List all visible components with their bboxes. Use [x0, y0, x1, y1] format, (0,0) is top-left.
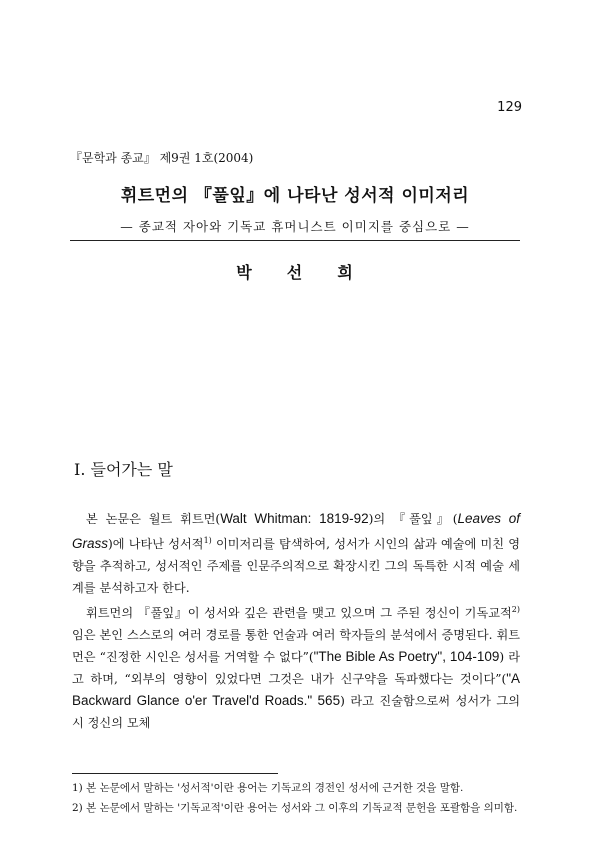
text-run: ) 라고 하며, “외부의 영향이 있었다면 그것은 내가 신구약을 독파했다는 것이다”( — [72, 650, 520, 687]
footnotes — [72, 778, 520, 818]
author-name — [70, 260, 520, 283]
text-run: 이미저리를 탐색하여, 성서가 시인의 삶과 예술에 미친 영향을 추적하고, 성서적인 주제를 인문주의적으로 확장시킨 그의 독특한 시적 예술 세계를 분석하고자 한다. — [72, 537, 520, 596]
paragraph-2 — [72, 599, 520, 734]
body-text — [72, 508, 520, 734]
journal-info: 『문학과 종교』 제9권 1호(2004) — [70, 151, 254, 165]
footnote-divider — [72, 773, 278, 774]
section-heading: I. 들어가는 말 — [74, 460, 173, 479]
text-run: 임은 본인 스스로의 여러 경로를 통한 언술과 여러 학자들의 분석에서 증명된다. 휘트먼은 “진정한 시인은 성서를 거역할 수 없다”( — [72, 628, 520, 665]
author-char: 박 — [236, 263, 253, 282]
page-number: 129 — [497, 100, 522, 115]
text-run: )의 『풀잎』( — [368, 512, 458, 526]
text-run: Walt Whitman: 1819-92 — [220, 511, 369, 526]
text-run: )에 나타난 성서적 — [108, 537, 204, 552]
footnote-2: 2) 본 논문에서 말하는 '기독교적'이란 용어는 성서와 그 이후의 기독교적 문헌을 포괄함을 의미함. — [72, 802, 518, 814]
citation: "A Backward Glance o'er Travel'd Roads." 565 — [72, 671, 520, 709]
citation: "The Bible As Poetry", 104-109 — [313, 649, 500, 665]
paragraph-1 — [72, 508, 520, 599]
footnote-1: 1) 본 논문에서 말하는 '성서적'이란 용어는 기독교의 경전인 성서에 근거한 것을 말함. — [72, 782, 464, 794]
title-block — [70, 181, 520, 235]
text-run: 휘트먼의 『풀잎』이 성서와 깊은 관련을 맺고 있으며 그 주된 정신이 기독교적 — [86, 606, 512, 621]
paper-subtitle: — 종교적 자아와 기독교 휴머니스트 이미지를 중심으로 — — [120, 219, 470, 234]
footnote-ref-1[interactable]: 1) — [203, 536, 212, 545]
footnote-ref-2[interactable]: 2) — [511, 605, 520, 615]
title-divider — [70, 240, 520, 241]
text-run: ) 라고 진술함으로써 성서가 그의 시 정신의 모체 — [72, 694, 520, 731]
author-char: 선 — [286, 263, 304, 282]
text-run: 본 논문은 월트 휘트먼( — [86, 512, 221, 526]
paper-title: 휘트먼의 『풀잎』에 나타난 성서적 이미저리 — [120, 186, 470, 206]
book-title-italic: Leaves of Grass — [72, 511, 521, 552]
author-char: 희 — [337, 263, 354, 282]
